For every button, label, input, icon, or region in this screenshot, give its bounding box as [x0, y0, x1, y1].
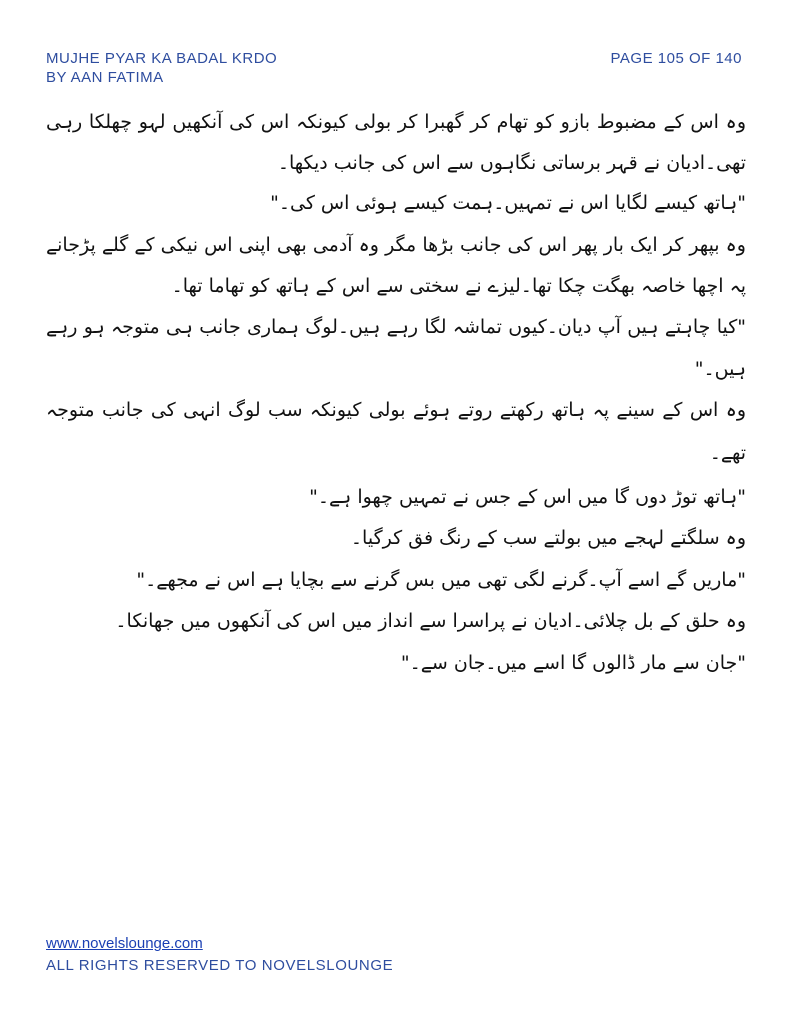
body-line: تھے۔ [709, 442, 746, 464]
website-link[interactable]: www.novelslounge.com [46, 935, 203, 952]
body-line: "کیا چاہتے ہیں آپ دیان۔کیوں تماشہ لگا رہے ہیں۔لوگ ہماری جانب ہی متوجہ ہو رہے [46, 316, 746, 338]
novel-title: MUJHE PYAR KA BADAL KRDO [46, 50, 278, 67]
body-line: تھی۔ادیان نے قہر برساتی نگاہوں سے اس کی جانب دیکھا۔ [277, 152, 746, 174]
body-line: پہ اچھا خاصہ بھگت چکا تھا۔لیزے نے سختی سے اس کے ہاتھ کو تھاما تھا۔ [171, 275, 746, 297]
body-line: "جان سے مار ڈالوں گا اسے میں۔جان سے۔" [400, 652, 746, 674]
page-number: PAGE 105 OF 140 [610, 50, 742, 67]
body-line: وہ بپھر کر ایک بار پھر اس کی جانب بڑھا مگر وہ آدمی بھی اپنی اس نیکی کے گلے پڑجانے [46, 234, 746, 256]
rights-notice: ALL RIGHTS RESERVED TO NOVELSLOUNGE [46, 957, 394, 974]
body-line: وہ سلگتے لہجے میں بولتے سب کے رنگ فق کرگیا۔ [350, 527, 746, 549]
body-line: "ہاتھ کیسے لگایا اس نے تمہیں۔ہمت کیسے ہوئی اس کی۔" [270, 192, 746, 214]
body-line: وہ اس کے مضبوط بازو کو تھام کر گھبرا کر بولی کیونکہ اس کی آنکھیں لہو چھلکا رہی [46, 111, 746, 133]
body-line: ہیں۔" [694, 358, 746, 380]
novel-author: BY AAN FATIMA [46, 69, 164, 86]
page-body [46, 108, 746, 678]
body-line: "ماریں گے اسے آپ۔گرنے لگی تھی میں بس گرنے سے بچایا ہے اس نے مجھے۔" [136, 569, 746, 591]
body-line: وہ حلق کے بل چلائی۔ادیان نے پراسرا سے انداز میں اس کی آنکھوں میں جھانکا۔ [115, 610, 746, 632]
body-line: "ہاتھ توڑ دوں گا میں اس کے جس نے تمہیں چھوا ہے۔" [309, 486, 746, 508]
body-line: وہ اس کے سینے پہ ہاتھ رکھتے روتے ہوئے بولی کیونکہ سب لوگ انہی کی جانب متوجہ [46, 399, 746, 421]
